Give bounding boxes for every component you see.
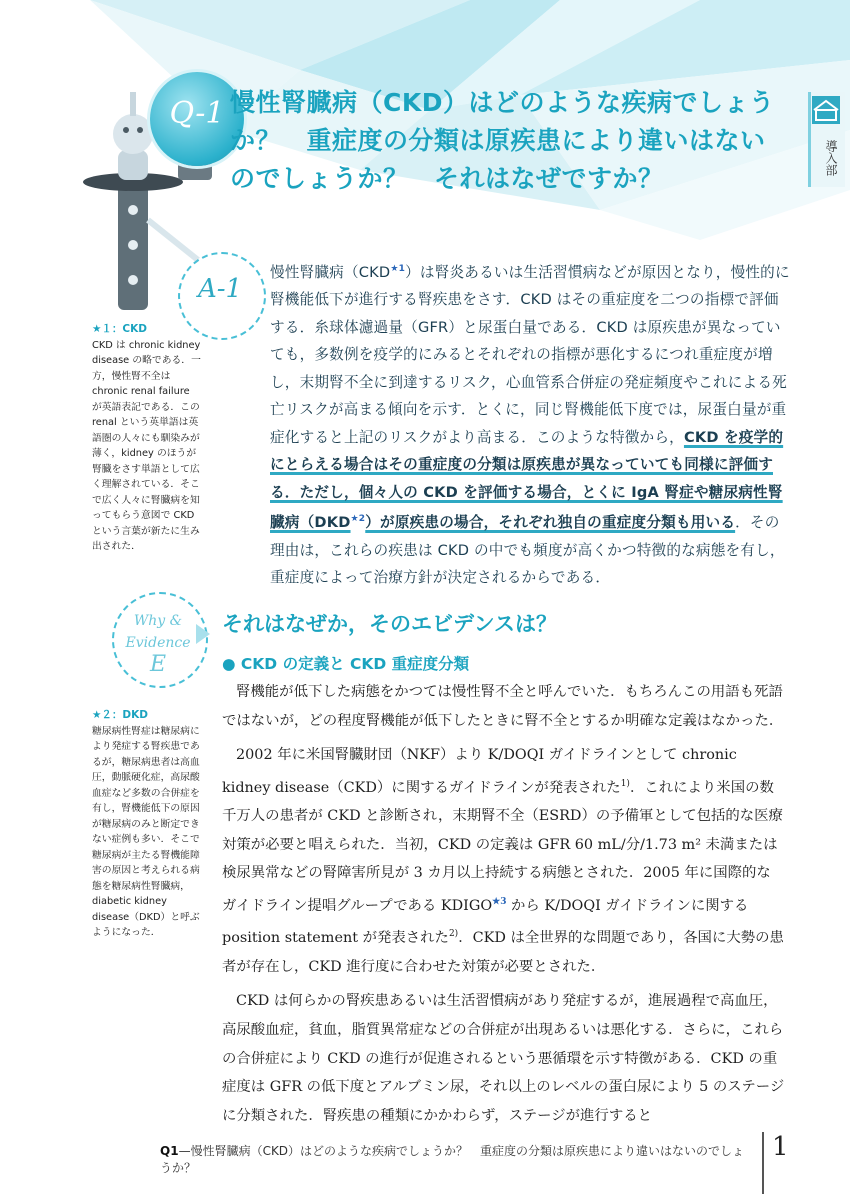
- footer-text: —慢性腎臓病（CKD）はどのような疾病でしょうか？ 重症度の分類は原疾患により違いはないのでしょうか？: [160, 1144, 745, 1175]
- ref-2: 2): [448, 929, 459, 940]
- p2-seg-a: 2002 年に米国腎臓財団（NKF）より K/DOQI ガイドラインとして chronic kidney disease（CKD）に関するガイドラインが発表された: [222, 747, 737, 796]
- answer-emphasis-2: ）が原疾患の場合，それぞれ独自の重症度分類も用いる: [365, 514, 736, 532]
- section-subtitle: ● CKD の定義と CKD 重症度分類: [222, 655, 470, 673]
- note-ref-1: ★1: [390, 264, 406, 274]
- paragraph-1: 腎機能が低下した病態をかつては慢性腎不全と呼んでいた．もちろんこの用語も死語ではないが，どの程度腎機能が低下したときに腎不全とするか明確な定義はなかった．: [222, 684, 784, 729]
- section-title: それはなぜか，そのエビデンスは？: [222, 612, 557, 636]
- question-badge-label: Q-1: [169, 96, 225, 131]
- side-note-dkd: [92, 708, 202, 941]
- p2-seg-d: ．CKD は全世界的な問題であり，各国に大勢の患者が存在し，CKD 進行度に合わせた対策が必要とされた．: [222, 930, 784, 975]
- paragraph-2: [222, 741, 785, 981]
- chapter-label: 導入部: [824, 140, 838, 176]
- why-line1: Why &: [133, 613, 183, 629]
- answer-emphasis-1: CKD を疫学的にとらえる場合はその重症度の分類は原疾患が異なっていても同様に評価する．ただし，個々人の CKD を評価する場合，とくに IgA 腎症や糖尿病性腎臓病（DKD: [270, 428, 784, 532]
- answer-seg1: 慢性腎臓病（CKD: [270, 263, 391, 281]
- footer-divider: [762, 1132, 764, 1194]
- answer-seg3: ．その理由は，これらの疾患は CKD の中でも頻度が高くかつ特徴的な病態を有し，重症度によって治療方針が決定されるからである．: [270, 514, 785, 587]
- note-ref-3: ★3: [492, 896, 507, 907]
- footer-q: Q1: [160, 1144, 179, 1158]
- p2-seg-c: から K/DOQI ガイドラインに関する position statement が発表された: [222, 897, 749, 947]
- body-text: [222, 678, 785, 1136]
- running-footer: [160, 1142, 756, 1176]
- building-icon: [812, 96, 840, 124]
- side-note-head: ★１：CKD: [92, 323, 147, 335]
- answer-badge-label: A-1: [197, 274, 243, 304]
- why-evidence-label: [118, 610, 198, 676]
- why-short: E: [149, 652, 167, 677]
- answer-text: [270, 256, 790, 592]
- why-badge-pointer: [196, 624, 210, 644]
- ref-1: 1): [620, 778, 630, 789]
- paragraph-3: CKD は何らかの腎疾患あるいは生活習慣病があり発症するが，進展過程で高血圧，高尿酸血症，貧血，脂質異常症などの合併症が出現あるいは悪化する．さらに，これらの合併症により CKD の進行が促進されるという悪循環を示す特徴がある．CKD の重症度は GFR の低下度とアルブミン尿，それ以上のレベルの蛋白尿により 5 のステージに分類された．腎疾患の種類にかかわらず，ステージが進行すると: [222, 993, 785, 1124]
- why-line2: Evidence: [125, 635, 191, 651]
- side-note-body: CKD は chronic kidney disease の略である．一方，慢性腎不全は chronic renal failure が英語表記である．この renal という英単語は英語圏の人々にも馴染みが薄く，kidney のほうが腎臓をさす単語として広く理解されている．そこで広く人々に腎臓病を知ってもらう意図で CKD という言葉が新たに生み出された．: [92, 339, 201, 552]
- note-ref-2: ★2: [350, 514, 366, 525]
- question-title: 慢性腎臓病（CKD）はどのような疾病でしょうか？ 重症度の分類は原疾患により違いはないのでしょうか？ それはなぜですか？: [230, 88, 775, 193]
- page-number: 1: [772, 1132, 789, 1162]
- side-note-head: ★２：DKD: [92, 709, 148, 721]
- p2-seg-b: ．これにより米国の数千万人の患者が CKD と診断され，末期腎不全（ESRD）の予備軍として包括的な医療対策が必要と唱えられた．当初，CKD の定義は GFR 60 mL/分/1.73 m² 未満または検尿異常などの腎障害所見が 3 カ月以上持続する病態とされた．2005 年に国際的なガイドライン提唱グループである KDIGO: [222, 779, 783, 914]
- answer-seg2: ）は腎炎あるいは生活習慣病などが原因となり，慢性的に腎機能低下が進行する腎疾患をさす．CKD はその重症度を二つの指標で評価する．糸球体濾過量（GFR）と尿蛋白量である．CKD は原疾患が異なっていても，多数例を疫学的にみるとそれぞれの指標が悪化するにつれ重症度が増し，末期腎不全に到達するリスク，心血管系合併症の発症頻度やこれによる死亡リスクが高まる傾向を示す．とくに，同じ腎機能低下度では，尿蛋白量が重症化すると上記のリスクがより高まる．このような特徴から，: [270, 263, 790, 446]
- side-note-body: 糖尿病性腎症は糖尿病により発症する腎疾患であるが，糖尿病患者は高血圧，動脈硬化症，高尿酸血症など多数の合併症を有し，腎機能低下の原因が糖尿病のみと断定できない症例も多い．そこで糖尿病が主たる腎機能障害の原因と考えられる病態を糖尿病性腎臓病，diabetic kidney disease（DKD）と呼ぶようになった．: [92, 725, 200, 938]
- side-note-ckd: [92, 322, 202, 555]
